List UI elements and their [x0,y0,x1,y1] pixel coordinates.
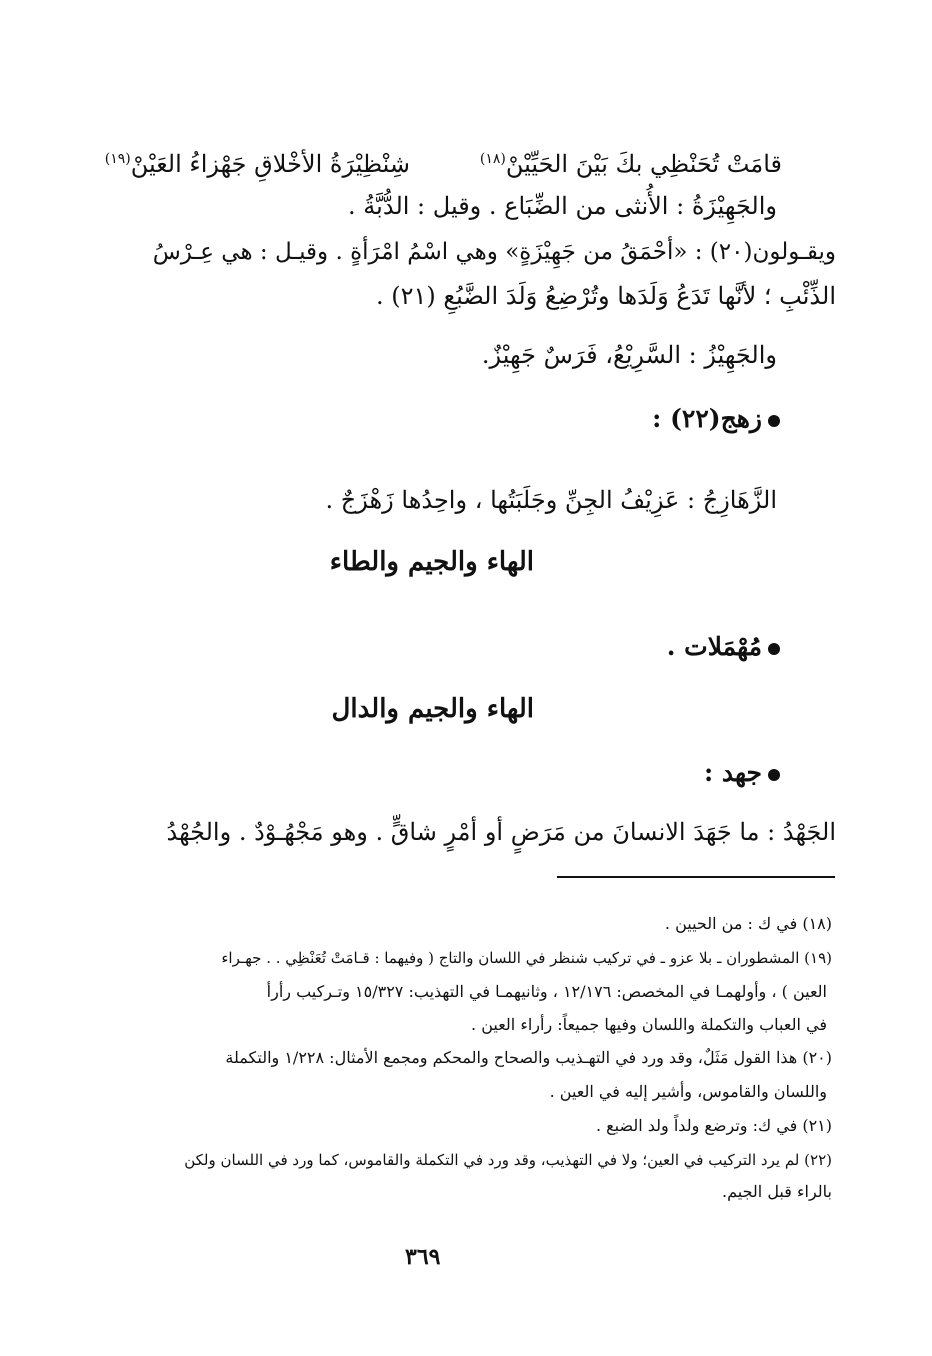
entry-label: مُهْمَلات . [666,632,762,661]
verse-hemistich-text: قامَتْ تُحَنْظِي بكَ بَيْنَ الحَيِّيْنْ [505,150,782,178]
entry-label: زهج(٢٢) : [652,404,762,433]
footnote-ref: (١٨) [479,151,506,167]
entry-jhd [704,758,780,787]
footnote-22-line-2: بالراء قبل الجيم. [722,1182,832,1201]
bullet-icon [768,643,780,655]
verse-second-hemistich [480,143,782,180]
footnote-divider [557,876,835,878]
entry-label: جهد : [703,758,762,787]
section-heading-1: الهاء والجيم والطاء [329,547,534,577]
footnote-22-line-1: (٢٢) لم يرد التركيب في العين؛ ولا في التهذيب، وقد ورد في التكملة والقاموس، كما ورد في اللسان ولكن [184,1151,832,1169]
jhd-definition: الجَهْدُ : ما جَهَدَ الانسانَ من مَرَضٍ أو أمْرٍ شاقٍّ . وهو مَجْهُـوْدٌ . والجُهْدُ [166,818,836,846]
footnote-20-line-2: واللسان والقاموس، وأشير إليه في العين . [549,1082,827,1101]
footnote-ref: (١٩) [104,151,131,167]
footnote-19-line-1: (١٩) المشطوران ـ بلا عزو ـ في تركيب شنظر في اللسان والتاج ( وفيهما : قـامَتْ تُعَنْظِي . . جهـراء [221,949,832,967]
zhj-definition: الزَّهَازِجُ : عَزِيْفُ الجِنِّ وجَلَبَتُها ، واحِدُها زَهْزَجٌ . [325,486,777,514]
footnote-21: (٢١) في ك: وترضع ولداً ولد الضبع . [595,1116,832,1135]
entry-zhj [652,404,780,433]
verse-line [82,143,782,178]
body-line-2: ويقـولون(٢٠) : «أحْمَقُ من جَهِيْزَةٍ» وهي اسْمُ امْرَأةٍ . وقيـل : هي عِـرْسُ [152,239,836,265]
footnote-19-line-3: في العباب والتكملة واللسان وفيها جميعاً: رأراء العين . [471,1015,827,1034]
bullet-icon [768,769,780,781]
body-line-3: الذِّئْبِ ؛ لأنَّها تَدَعُ وَلَدَها وتُرْضِعُ وَلَدَ الضَّبُعِ (٢١) . [375,282,836,310]
body-line-4: والجَهِيْزُ : السَّرِيْعُ، فَرَسٌ جَهِيْزٌ. [481,341,777,369]
bullet-icon [768,415,780,427]
verse-first-hemistich [105,143,410,180]
footnote-19-line-2: العين ) ، وأولهمـا في المخصص: ١٢/١٧٦ ، وثانيهمـا في التهذيب: ١٥/٣٢٧ وتـركيب رأرأ [266,982,827,1001]
page-number: ٣٦٩ [405,1244,441,1270]
footnote-20-line-1: (٢٠) هذا القول مَثَلٌ، وقد ورد في التهـذيب والصحاح والمحكم ومجمع الأمثال: ١/٢٢٨ والتكملة [225,1048,832,1067]
section-heading-2: الهاء والجيم والدال [331,694,534,724]
footnote-18: (١٨) في ك : من الحيين . [664,914,832,933]
entry-muhmalat [667,632,780,661]
verse-hemistich-text: شِنْظِيْرَةُ الأخْلاقِ جَهْزاءُ العَيْنْ [130,150,410,178]
body-line-1: والجَهِيْزَةُ : الأُنثى من الضِّبَاع . وقيل : الدُّبَّةُ . [348,192,777,220]
